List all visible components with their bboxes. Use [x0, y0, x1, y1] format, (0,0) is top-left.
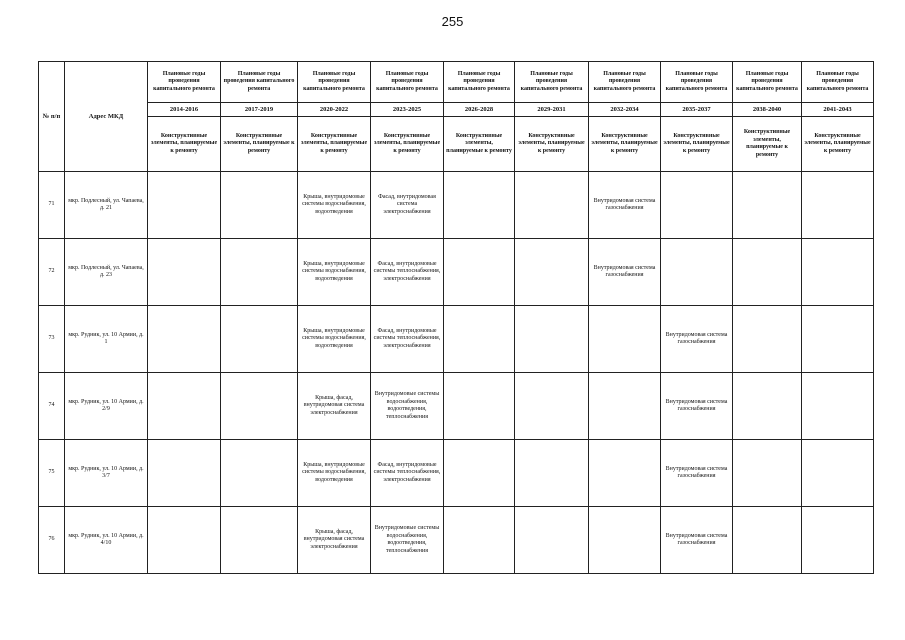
repair-plan-table: [38, 61, 874, 574]
row-address: мкр. Рудник, ул. 10 Армии, д. 2/9: [65, 373, 148, 440]
header-elements: Конструктивные элементы, планируемые к ремонту: [444, 117, 515, 172]
header-row-periods: [39, 103, 874, 117]
table-cell: [515, 306, 589, 373]
row-number: 71: [39, 172, 65, 239]
header-planned-years: Плановые годы проведения капитального ремонта: [802, 62, 874, 103]
header-period: 2041-2043: [802, 103, 874, 117]
table-cell: Крыша, внутридомовые системы водоснабжения, водоотведения: [298, 239, 371, 306]
row-address: мкр. Подлесный, ул. Чапаева, д. 23: [65, 239, 148, 306]
table-cell: [221, 239, 298, 306]
table-cell: [221, 507, 298, 574]
header-row-planned-years: [39, 62, 874, 103]
table-cell: [733, 373, 802, 440]
table-row: [39, 507, 874, 574]
table-cell: [148, 306, 221, 373]
header-planned-years: Плановые годы проведения капитального ремонта: [661, 62, 733, 103]
header-elements: Конструктивные элементы, планируемые к ремонту: [371, 117, 444, 172]
table-cell: [444, 306, 515, 373]
table-cell: Внутридомовая система газоснабжения: [589, 239, 661, 306]
table-cell: Внутридомовая система газоснабжения: [661, 373, 733, 440]
table-cell: [802, 507, 874, 574]
table-cell: [733, 239, 802, 306]
table-cell: Внутридомовая система газоснабжения: [661, 440, 733, 507]
table-cell: Крыша, внутридомовые системы водоснабжения, водоотведения: [298, 172, 371, 239]
header-planned-years: Плановые годы проведения капитального ремонта: [298, 62, 371, 103]
table-cell: [444, 172, 515, 239]
header-elements: Конструктивные элементы, планируемые к ремонту: [733, 117, 802, 172]
table-cell: [802, 239, 874, 306]
header-address: Адрес МКД: [65, 62, 148, 172]
table-cell: [148, 507, 221, 574]
header-elements: Конструктивные элементы, планируемые к ремонту: [221, 117, 298, 172]
table-cell: Фасад, внутридомовая система электроснабжения: [371, 172, 444, 239]
row-number: 76: [39, 507, 65, 574]
table-cell: [444, 507, 515, 574]
row-number: 72: [39, 239, 65, 306]
row-address: мкр. Подлесный, ул. Чапаева, д. 21: [65, 172, 148, 239]
table-cell: [589, 507, 661, 574]
header-planned-years: Плановые годы проведения капитального ремонта: [733, 62, 802, 103]
table-cell: Фасад, внутридомовые системы теплоснабжения, электроснабжения: [371, 306, 444, 373]
row-address: мкр. Рудник, ул. 10 Армии, д. 4/10: [65, 507, 148, 574]
table-cell: [802, 172, 874, 239]
table-cell: [733, 507, 802, 574]
header-elements: Конструктивные элементы, планируемые к ремонту: [802, 117, 874, 172]
table-cell: Фасад, внутридомовые системы теплоснабжения, электроснабжения: [371, 239, 444, 306]
header-period: 2032-2034: [589, 103, 661, 117]
table-cell: [802, 373, 874, 440]
table-cell: [733, 440, 802, 507]
table-cell: [589, 440, 661, 507]
header-period: 2026-2028: [444, 103, 515, 117]
table-cell: Внутридомовые системы водоснабжения, водоотведения, теплоснабжения: [371, 373, 444, 440]
table-cell: [661, 172, 733, 239]
table-cell: [515, 440, 589, 507]
table-cell: [444, 373, 515, 440]
table-row: [39, 172, 874, 239]
table-row: [39, 440, 874, 507]
header-elements: Конструктивные элементы, планируемые к ремонту: [589, 117, 661, 172]
header-planned-years: Плановые годы проведения капитального ремонта: [589, 62, 661, 103]
header-period: 2029-2031: [515, 103, 589, 117]
table-cell: [733, 172, 802, 239]
table-cell: [148, 172, 221, 239]
table-cell: [515, 373, 589, 440]
table-cell: [148, 373, 221, 440]
table-cell: [733, 306, 802, 373]
row-address: мкр. Рудник, ул. 10 Армии, д. 3/7: [65, 440, 148, 507]
header-elements: Конструктивные элементы, планируемые к ремонту: [298, 117, 371, 172]
header-period: 2017-2019: [221, 103, 298, 117]
table-cell: Крыша, фасад, внутридомовая система электроснабжения: [298, 373, 371, 440]
table-cell: [661, 239, 733, 306]
table-cell: [444, 239, 515, 306]
table-cell: Крыша, внутридомовые системы водоснабжения, водоотведения: [298, 440, 371, 507]
table-cell: Внутридомовая система газоснабжения: [661, 507, 733, 574]
header-period: 2038-2040: [733, 103, 802, 117]
table-cell: [444, 440, 515, 507]
table-row: [39, 239, 874, 306]
table-row: [39, 306, 874, 373]
row-address: мкр. Рудник, ул. 10 Армии, д. 1: [65, 306, 148, 373]
header-period: 2020-2022: [298, 103, 371, 117]
row-number: 74: [39, 373, 65, 440]
header-planned-years: Плановые годы проведения капитального ремонта: [444, 62, 515, 103]
table-cell: [221, 373, 298, 440]
table-cell: [221, 440, 298, 507]
table-cell: Крыша, фасад, внутридомовая система электроснабжения: [298, 507, 371, 574]
header-elements: Конструктивные элементы, планируемые к ремонту: [515, 117, 589, 172]
header-elements: Конструктивные элементы, планируемые к ремонту: [661, 117, 733, 172]
row-number: 73: [39, 306, 65, 373]
row-number: 75: [39, 440, 65, 507]
table-cell: [221, 306, 298, 373]
table-cell: [802, 440, 874, 507]
table-cell: [802, 306, 874, 373]
table-cell: [148, 440, 221, 507]
table-cell: Внутридомовая система газоснабжения: [589, 172, 661, 239]
table-cell: [148, 239, 221, 306]
header-num: № п/п: [39, 62, 65, 172]
table-cell: [589, 306, 661, 373]
header-period: 2035-2037: [661, 103, 733, 117]
header-period: 2023-2025: [371, 103, 444, 117]
table-cell: Крыша, внутридомовые системы водоснабжения, водоотведения: [298, 306, 371, 373]
header-planned-years: Плановые годы проведения капитального ремонта: [148, 62, 221, 103]
table-cell: [589, 373, 661, 440]
table-cell: [515, 507, 589, 574]
page-number: 255: [441, 14, 464, 29]
header-planned-years: Плановые годы проведения капитального ремонта: [371, 62, 444, 103]
table-cell: Внутридомовая система газоснабжения: [661, 306, 733, 373]
header-planned-years: Плановые годы проведения капитального ремонта: [515, 62, 589, 103]
header-row-elements: [39, 117, 874, 172]
table-cell: Фасад, внутридомовые системы теплоснабжения, электроснабжения: [371, 440, 444, 507]
header-period: 2014-2016: [148, 103, 221, 117]
table-cell: [515, 239, 589, 306]
table-cell: [221, 172, 298, 239]
table-cell: Внутридомовые системы водоснабжения, водоотведения, теплоснабжения: [371, 507, 444, 574]
table-cell: [515, 172, 589, 239]
table-row: [39, 373, 874, 440]
header-elements: Конструктивные элементы, планируемые к ремонту: [148, 117, 221, 172]
header-planned-years: Плановые годы проведения капитального ремонта: [221, 62, 298, 103]
